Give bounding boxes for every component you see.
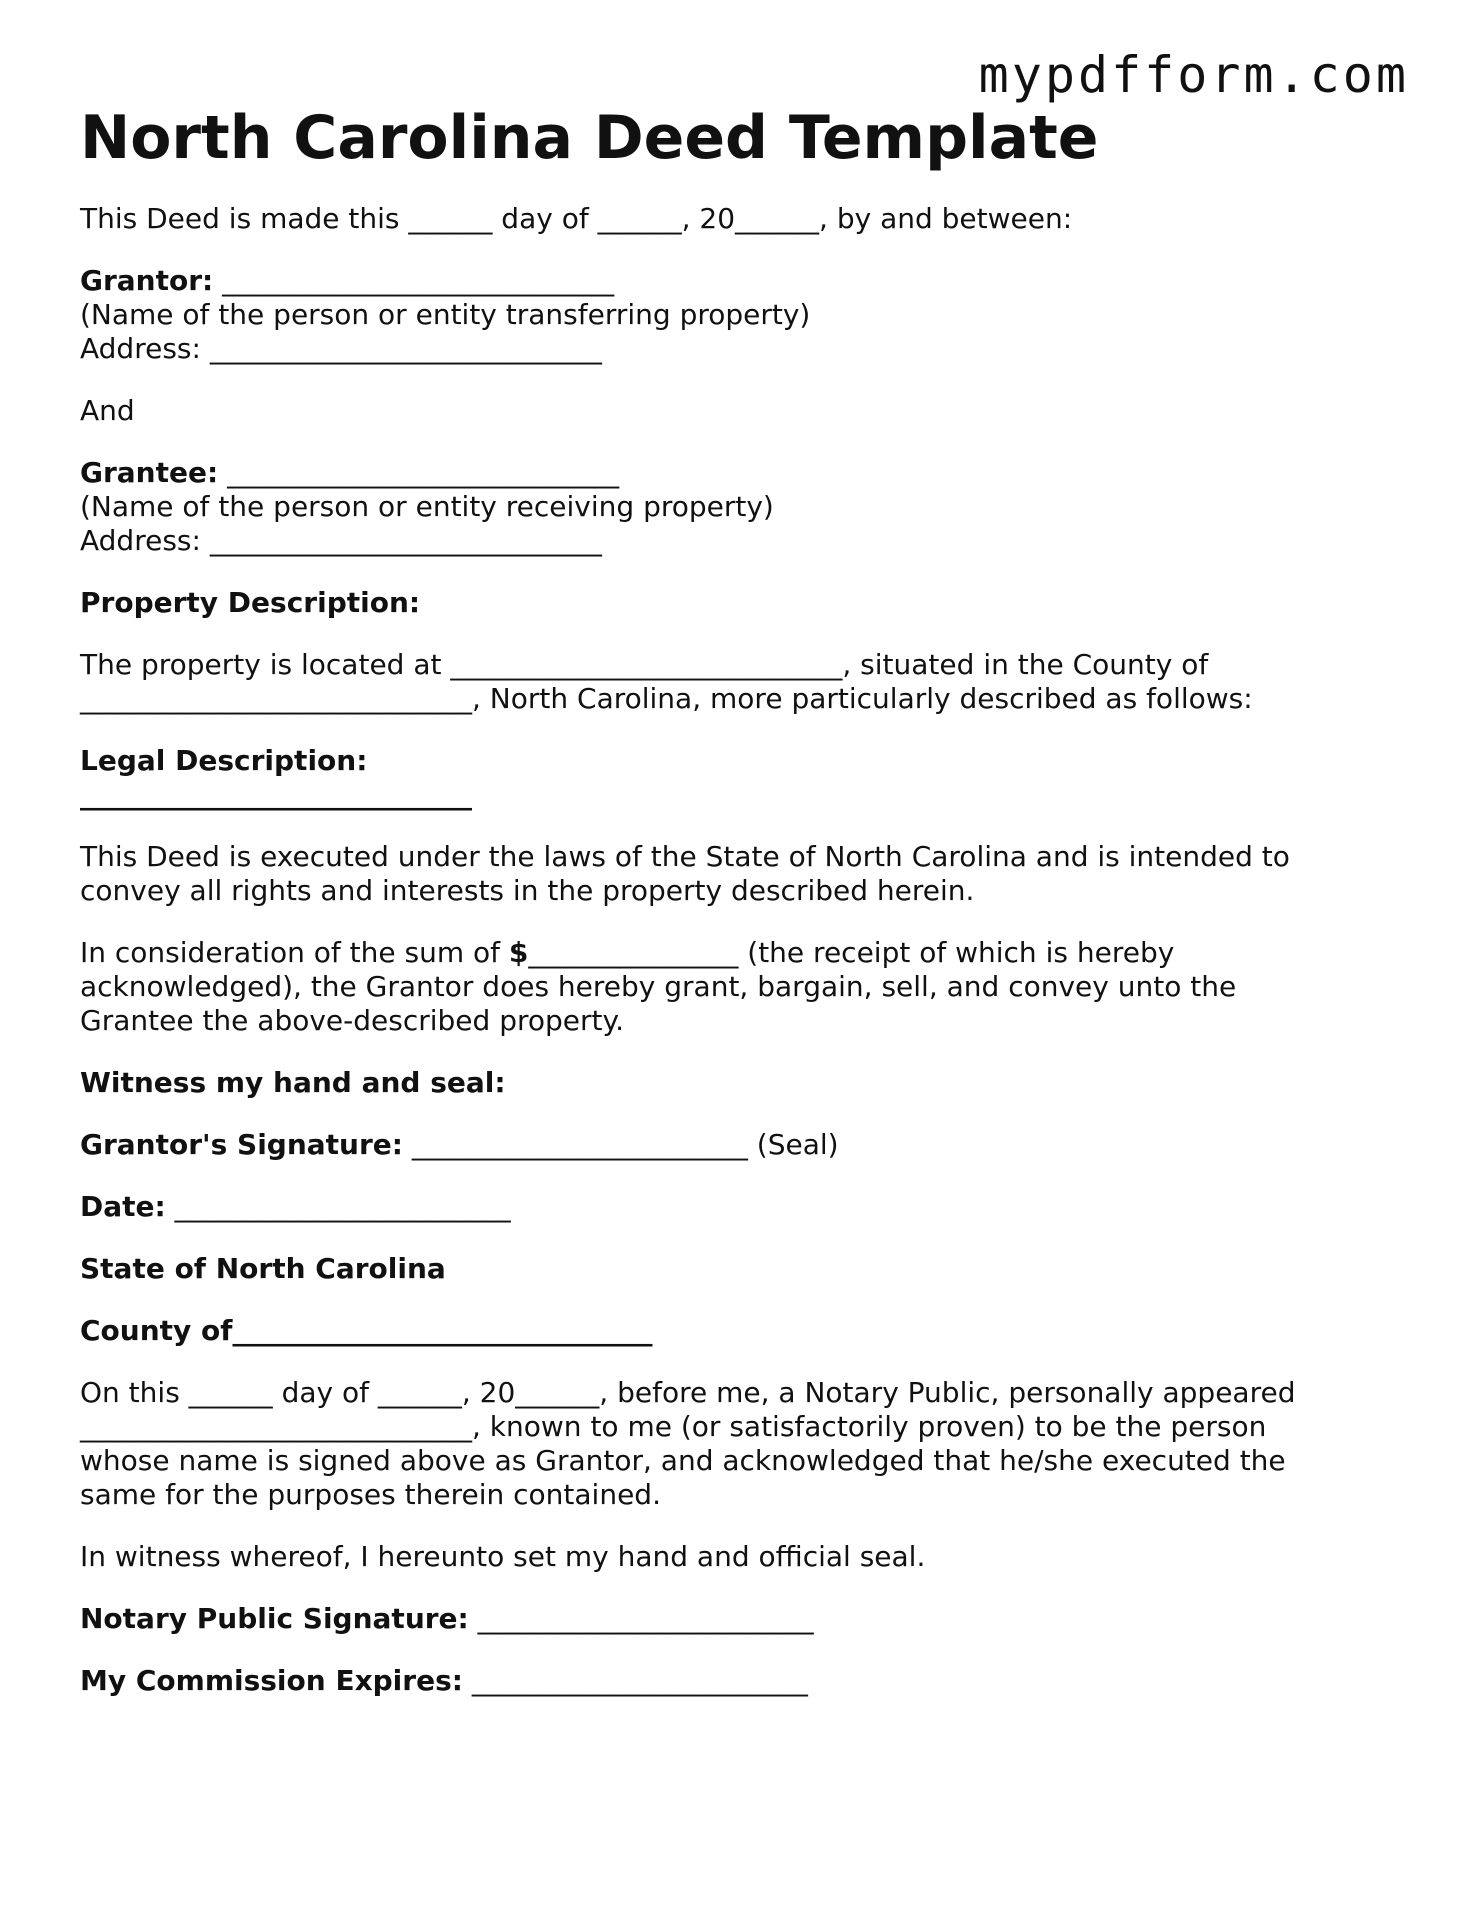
date-line	[80, 1190, 1400, 1224]
grantor-section	[80, 264, 1400, 366]
property-description-heading: Property Description:	[80, 586, 421, 619]
witness-heading: Witness my hand and seal:	[80, 1066, 506, 1099]
grantor-note: (Name of the person or entity transferring property)	[80, 298, 811, 331]
county-blank[interactable]: ______________________________	[232, 1314, 653, 1347]
grantor-signature-blank[interactable]: ________________________ (Seal)	[402, 1128, 839, 1161]
grantor-signature-label: Grantor's Signature:	[80, 1128, 403, 1161]
notary-signature-line	[80, 1602, 1400, 1636]
notary-line-4: same for the purposes therein contained.	[80, 1478, 661, 1511]
watermark-text: mypdfform.com	[978, 46, 1409, 104]
grantee-note: (Name of the person or entity receiving property)	[80, 490, 774, 523]
executed-line-1: This Deed is executed under the laws of the State of North Carolina and is intended to	[80, 840, 1290, 873]
grantor-name-blank[interactable]: ____________________________	[213, 264, 615, 297]
grantee-section	[80, 456, 1400, 558]
grantee-address-field[interactable]: Address: ____________________________	[80, 524, 602, 557]
consideration-line-2: acknowledged), the Grantor does hereby grant, bargain, sell, and convey unto the	[80, 970, 1237, 1003]
intro-text: This Deed is made this ______ day of ______, 20______, by and between:	[80, 202, 1073, 235]
consideration-pre: In consideration of the sum of	[80, 936, 509, 969]
grantor-line	[80, 264, 1400, 298]
legal-description-section	[80, 744, 1400, 812]
county-line	[80, 1314, 1400, 1348]
grantor-signature-line	[80, 1128, 1400, 1162]
consideration-line-1	[80, 936, 1400, 970]
legal-description-blank[interactable]: ____________________________	[80, 778, 472, 811]
intro-paragraph	[80, 202, 1400, 236]
consideration-paragraph	[80, 936, 1400, 1038]
executed-line-2: convey all rights and interests in the property described herein.	[80, 874, 975, 907]
notary-paragraph	[80, 1376, 1400, 1512]
grantee-name-blank[interactable]: ____________________________	[218, 456, 620, 489]
state-heading: State of North Carolina	[80, 1252, 446, 1285]
commission-line	[80, 1664, 1400, 1698]
in-witness-text: In witness whereof, I hereunto set my hand and official seal.	[80, 1540, 926, 1573]
dollar-sign: $	[508, 936, 529, 969]
and-text: And	[80, 394, 135, 427]
property-line-1[interactable]: The property is located at ____________________________, situated in the County of	[80, 648, 1209, 681]
consideration-line-3: Grantee the above-described property.	[80, 1004, 624, 1037]
document-page	[80, 98, 1400, 1726]
notary-signature-label: Notary Public Signature:	[80, 1602, 469, 1635]
county-label: County of	[80, 1314, 233, 1347]
date-blank[interactable]: ________________________	[165, 1190, 511, 1223]
notary-line-1[interactable]: On this ______ day of ______, 20______, before me, a Notary Public, personally appeared	[80, 1376, 1296, 1409]
commission-blank[interactable]: ________________________	[462, 1664, 808, 1697]
executed-paragraph	[80, 840, 1400, 908]
notary-signature-blank[interactable]: ________________________	[468, 1602, 814, 1635]
notary-line-3: whose name is signed above as Grantor, and acknowledged that he/she executed the	[80, 1444, 1286, 1477]
date-label: Date:	[80, 1190, 166, 1223]
grantee-line	[80, 456, 1400, 490]
notary-line-2[interactable]: ____________________________, known to me (or satisfactorily proven) to be the person	[80, 1410, 1267, 1443]
commission-label: My Commission Expires:	[80, 1664, 463, 1697]
grantor-label: Grantor:	[80, 264, 214, 297]
grantee-label: Grantee:	[80, 456, 219, 489]
property-line-2[interactable]: ____________________________, North Carolina, more particularly described as follows:	[80, 682, 1253, 715]
document-title: North Carolina Deed Template	[80, 103, 1099, 173]
consideration-amount-blank[interactable]: _______________ (the receipt of which is hereby	[528, 936, 1175, 969]
property-location-paragraph	[80, 648, 1400, 716]
legal-description-heading: Legal Description:	[80, 744, 368, 777]
grantor-address-field[interactable]: Address: ____________________________	[80, 332, 602, 365]
